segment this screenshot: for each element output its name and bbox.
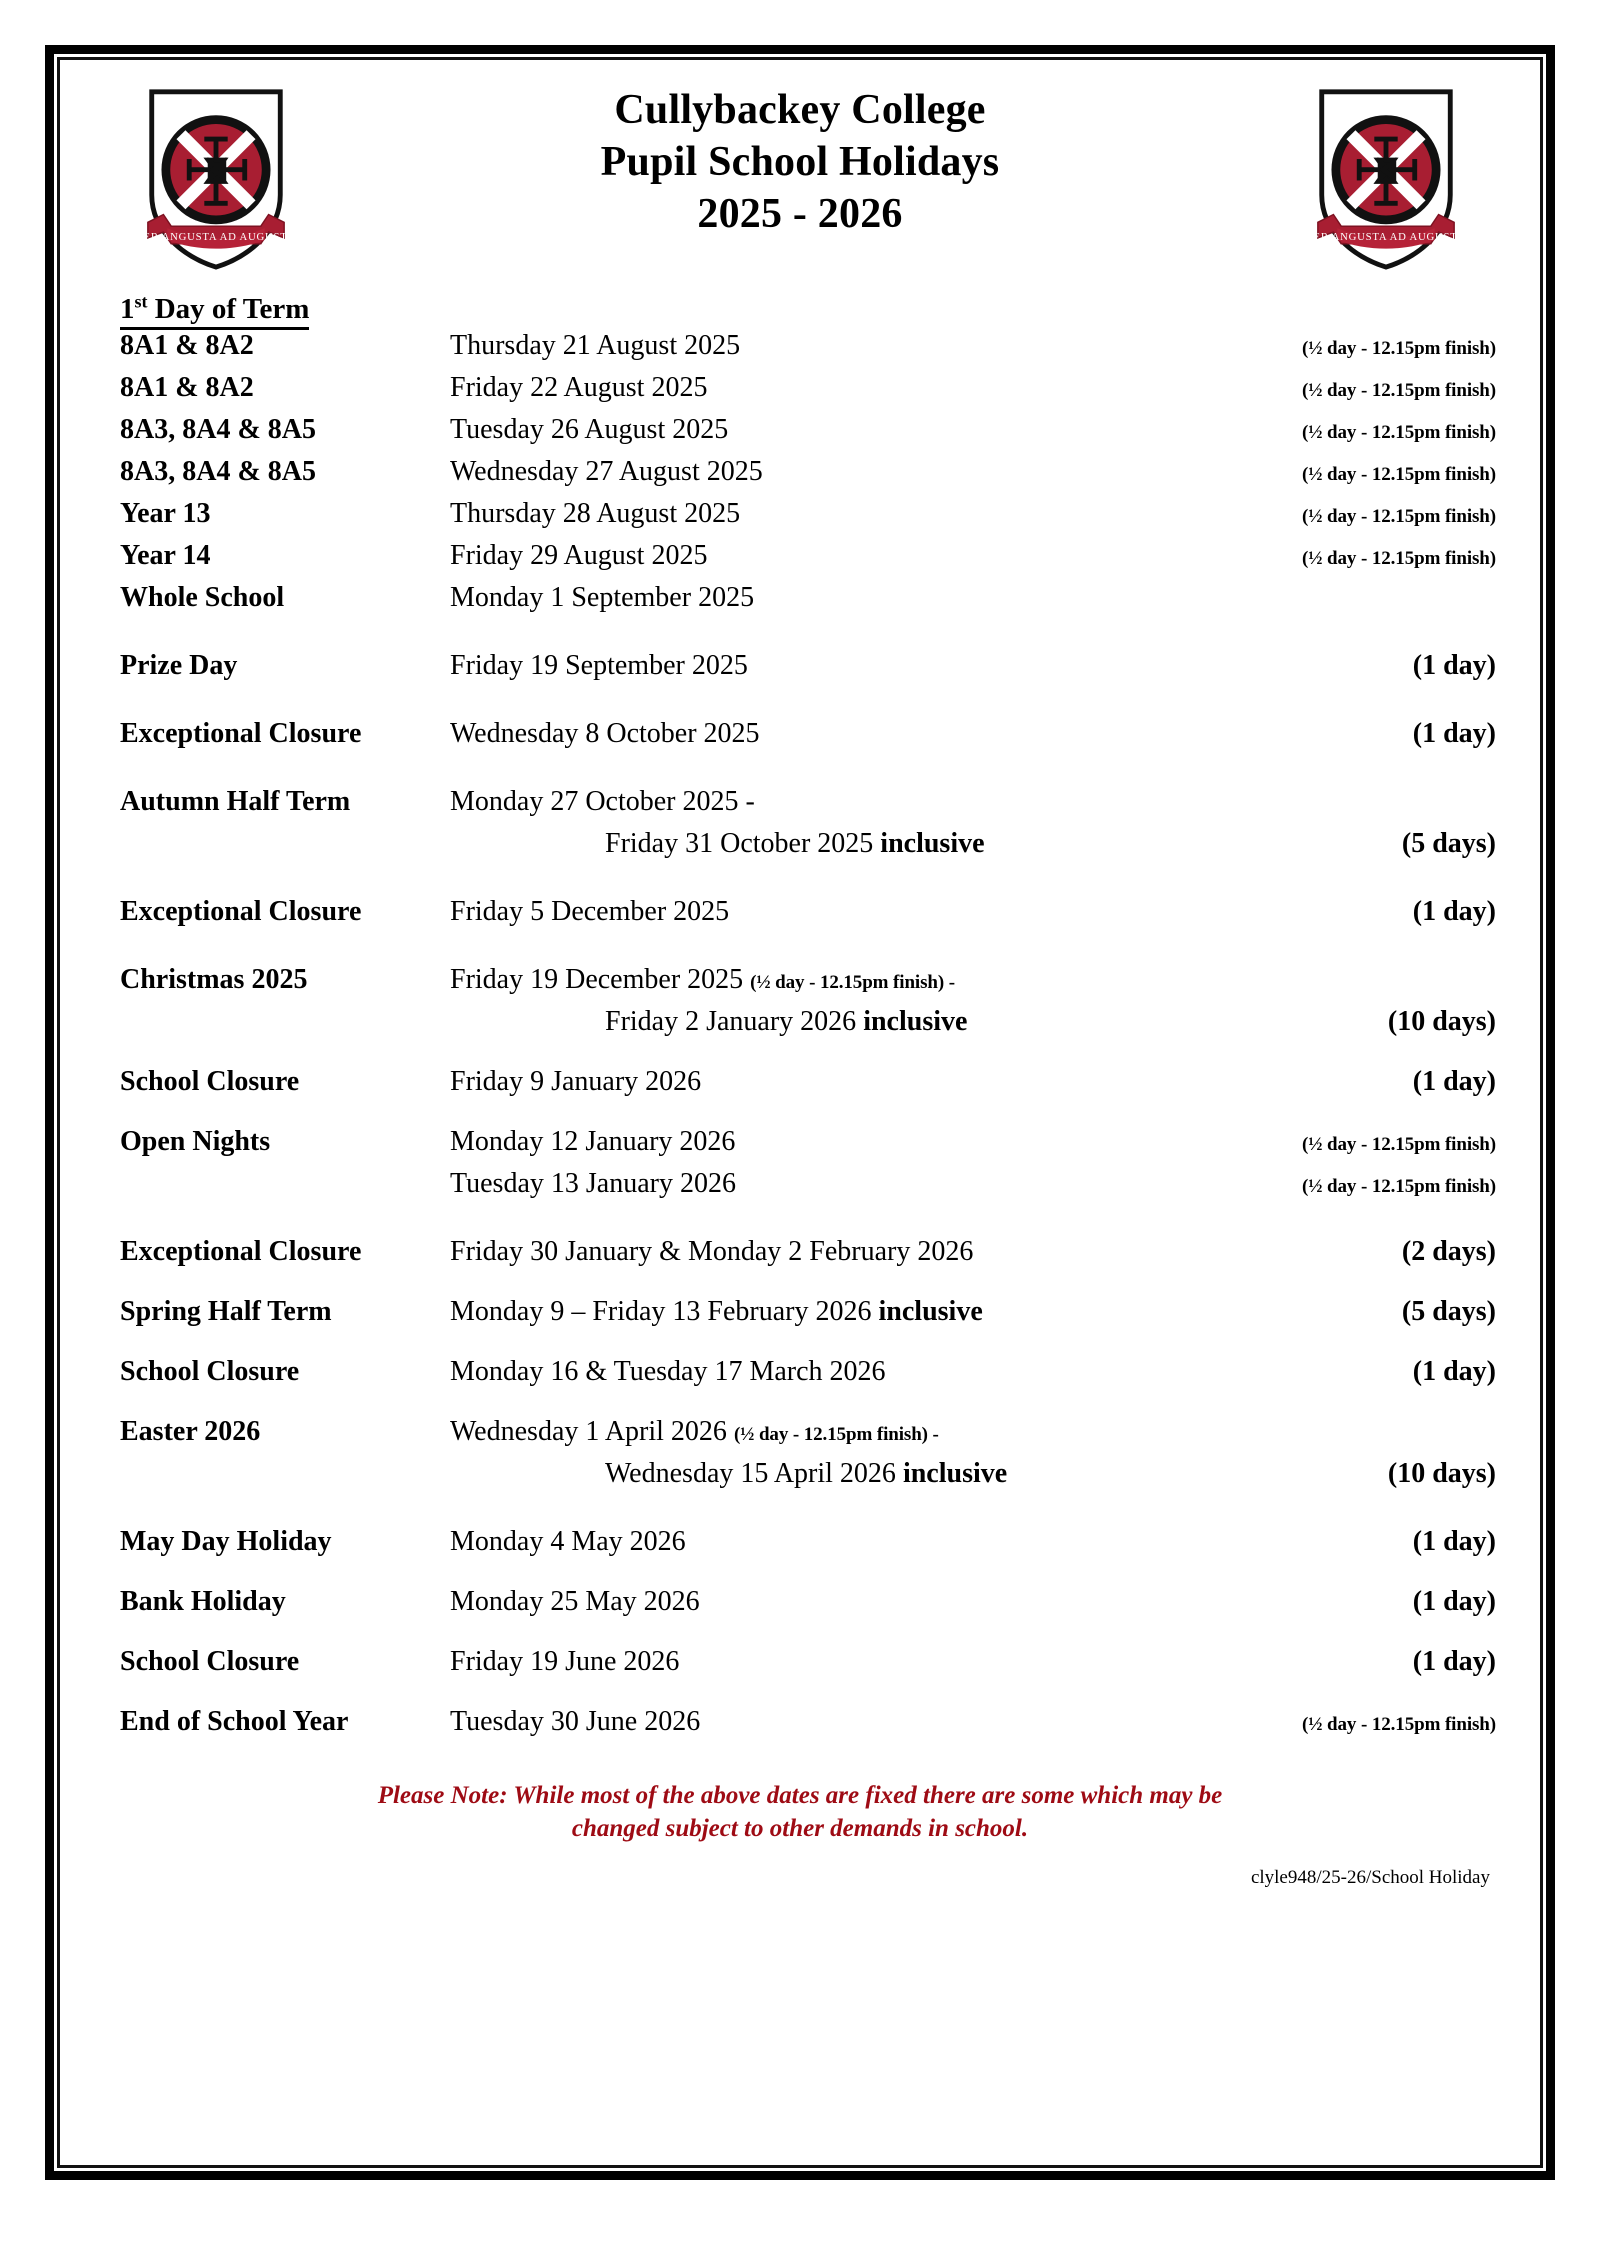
holiday-label: 8A1 & 8A2 bbox=[120, 372, 254, 404]
holiday-row bbox=[120, 966, 1496, 1008]
holiday-row bbox=[120, 1008, 1496, 1050]
please-note-line-1: Please Note: While most of the above dates are fixed there are some which may be bbox=[377, 1782, 1223, 1810]
holiday-row bbox=[120, 788, 1496, 830]
duration-note: (2 days) bbox=[1401, 1236, 1496, 1268]
holiday-row bbox=[120, 584, 1496, 626]
holiday-date: Monday 4 May 2026 bbox=[450, 1526, 686, 1558]
half-day-note: (½ day - 12.15pm finish) bbox=[1302, 422, 1496, 444]
half-day-note: (½ day - 12.15pm finish) bbox=[1302, 1714, 1496, 1736]
holiday-label: Spring Half Term bbox=[120, 1296, 332, 1328]
holiday-row bbox=[120, 898, 1496, 940]
row-spacer bbox=[120, 1110, 1496, 1128]
holiday-row bbox=[120, 1170, 1496, 1212]
row-spacer bbox=[120, 1570, 1496, 1588]
holiday-row bbox=[120, 1298, 1496, 1340]
holiday-rows bbox=[120, 332, 1496, 1750]
holiday-list bbox=[86, 293, 1514, 1750]
holiday-date: Monday 25 May 2026 bbox=[450, 1586, 700, 1618]
inclusive-word: inclusive bbox=[878, 1296, 983, 1328]
holiday-date: Friday 5 December 2025 bbox=[450, 896, 730, 928]
row-spacer bbox=[120, 1502, 1496, 1528]
holiday-date: Wednesday 27 August 2025 bbox=[450, 456, 763, 488]
row-spacer bbox=[120, 940, 1496, 966]
holiday-date: Friday 19 September 2025 bbox=[450, 650, 748, 682]
heading-ordinal-suffix: st bbox=[134, 291, 148, 312]
holiday-date: Wednesday 15 April 2026 inclusive bbox=[605, 1458, 1008, 1490]
holiday-date: Friday 31 October 2025 inclusive bbox=[605, 828, 985, 860]
holiday-row bbox=[120, 1528, 1496, 1570]
duration-note: (1 day) bbox=[1412, 1356, 1496, 1388]
holiday-date: Wednesday 1 April 2026 (½ day - 12.15pm finish) - bbox=[450, 1416, 939, 1448]
holiday-date: Friday 19 June 2026 bbox=[450, 1646, 680, 1678]
holiday-date: Friday 30 January & Monday 2 February 2026 bbox=[450, 1236, 974, 1268]
holiday-date: Thursday 21 August 2025 bbox=[450, 330, 741, 362]
holiday-row bbox=[120, 1460, 1496, 1502]
half-day-note: (½ day - 12.15pm finish) bbox=[1302, 1134, 1496, 1156]
row-spacer bbox=[120, 1212, 1496, 1238]
holiday-date: Wednesday 8 October 2025 bbox=[450, 718, 760, 750]
row-spacer bbox=[120, 626, 1496, 652]
duration-note: (1 day) bbox=[1412, 650, 1496, 682]
half-day-note: (½ day - 12.15pm finish) bbox=[1302, 506, 1496, 528]
row-spacer bbox=[120, 1630, 1496, 1648]
holiday-label: End of School Year bbox=[120, 1706, 349, 1738]
holiday-label: Exceptional Closure bbox=[120, 896, 362, 928]
holiday-date: Friday 9 January 2026 bbox=[450, 1066, 702, 1098]
duration-note: (10 days) bbox=[1387, 1458, 1496, 1490]
holiday-label: School Closure bbox=[120, 1066, 300, 1098]
holiday-label: Exceptional Closure bbox=[120, 1236, 362, 1268]
holiday-date: Monday 12 January 2026 bbox=[450, 1126, 736, 1158]
document-header bbox=[86, 78, 1514, 293]
page-border-gap bbox=[54, 54, 1546, 2171]
half-day-note: (½ day - 12.15pm finish) bbox=[1302, 1176, 1496, 1198]
half-day-note: (½ day - 12.15pm finish) bbox=[1302, 380, 1496, 402]
duration-note: (10 days) bbox=[1387, 1006, 1496, 1038]
holiday-date: Friday 19 December 2025 (½ day - 12.15pm finish) - bbox=[450, 964, 955, 996]
holiday-row bbox=[120, 1588, 1496, 1630]
holiday-date: Thursday 28 August 2025 bbox=[450, 498, 741, 530]
holiday-row bbox=[120, 1648, 1496, 1690]
holiday-row bbox=[120, 652, 1496, 694]
row-spacer bbox=[120, 762, 1496, 788]
first-day-of-term-heading bbox=[120, 293, 309, 330]
crest-motto-right: PER ANGUSTA AD AUGUSTA bbox=[1306, 230, 1466, 243]
title-line-1: Cullybackey College bbox=[614, 87, 986, 133]
heading-prefix: 1 bbox=[120, 293, 135, 325]
holiday-date: Tuesday 30 June 2026 bbox=[450, 1706, 701, 1738]
document-title-block bbox=[86, 84, 1514, 240]
half-day-note: (½ day - 12.15pm finish) bbox=[1302, 464, 1496, 486]
half-day-note-inline: (½ day - 12.15pm finish) - bbox=[750, 972, 955, 994]
title-line-2: Pupil School Holidays bbox=[600, 139, 1000, 186]
holiday-label: Exceptional Closure bbox=[120, 718, 362, 750]
holiday-label: Year 14 bbox=[120, 540, 211, 572]
duration-note: (5 days) bbox=[1401, 828, 1496, 860]
half-day-note-inline: (½ day - 12.15pm finish) - bbox=[733, 1424, 939, 1446]
duration-note: (1 day) bbox=[1412, 896, 1496, 928]
holiday-row bbox=[120, 1068, 1496, 1110]
document-reference: clyle948/25-26/School Holiday bbox=[1250, 1867, 1490, 1889]
holiday-date: Friday 22 August 2025 bbox=[450, 372, 708, 404]
please-note-line-2: changed subject to other demands in school. bbox=[571, 1814, 1029, 1842]
school-crest-right-icon bbox=[1306, 86, 1466, 271]
page-border-outer bbox=[45, 45, 1555, 2180]
duration-note: (1 day) bbox=[1412, 1586, 1496, 1618]
heading-rest: Day of Term bbox=[147, 293, 310, 325]
inclusive-word: inclusive bbox=[863, 1006, 968, 1038]
holiday-date: Friday 29 August 2025 bbox=[450, 540, 708, 572]
holiday-date: Friday 2 January 2026 inclusive bbox=[605, 1006, 968, 1038]
holiday-label: School Closure bbox=[120, 1646, 300, 1678]
holiday-date: Tuesday 13 January 2026 bbox=[450, 1168, 736, 1200]
title-line-3: 2025 - 2026 bbox=[697, 191, 903, 238]
duration-note: (1 day) bbox=[1412, 718, 1496, 750]
crest-motto-left: PER ANGUSTA AD AUGUSTA bbox=[136, 230, 296, 243]
holiday-date: Monday 27 October 2025 - bbox=[450, 786, 755, 818]
inclusive-word: inclusive bbox=[902, 1458, 1008, 1490]
holiday-label: Whole School bbox=[120, 582, 285, 614]
holiday-row bbox=[120, 1238, 1496, 1280]
holiday-label: 8A1 & 8A2 bbox=[120, 330, 254, 362]
duration-note: (1 day) bbox=[1412, 1646, 1496, 1678]
page-border-inner bbox=[57, 57, 1543, 2168]
half-day-note: (½ day - 12.15pm finish) bbox=[1302, 548, 1496, 570]
holiday-row bbox=[120, 1708, 1496, 1750]
holiday-label: 8A3, 8A4 & 8A5 bbox=[120, 456, 316, 488]
holiday-row bbox=[120, 830, 1496, 872]
holiday-label: May Day Holiday bbox=[120, 1526, 332, 1558]
holiday-row bbox=[120, 1128, 1496, 1170]
holiday-label: Year 13 bbox=[120, 498, 211, 530]
holiday-row bbox=[120, 1418, 1496, 1460]
holiday-date: Monday 16 & Tuesday 17 March 2026 bbox=[450, 1356, 886, 1388]
holiday-row bbox=[120, 720, 1496, 762]
holiday-row bbox=[120, 458, 1496, 500]
holiday-date: Monday 1 September 2025 bbox=[450, 582, 755, 614]
row-spacer bbox=[120, 694, 1496, 720]
holiday-row bbox=[120, 542, 1496, 584]
holiday-row bbox=[120, 332, 1496, 374]
duration-note: (1 day) bbox=[1412, 1526, 1496, 1558]
holiday-row bbox=[120, 416, 1496, 458]
page-body bbox=[60, 60, 1540, 2165]
holiday-label: Bank Holiday bbox=[120, 1586, 286, 1618]
half-day-note: (½ day - 12.15pm finish) bbox=[1302, 338, 1496, 360]
duration-note: (5 days) bbox=[1401, 1296, 1496, 1328]
holiday-row bbox=[120, 1358, 1496, 1400]
holiday-label: School Closure bbox=[120, 1356, 300, 1388]
holiday-label: Christmas 2025 bbox=[120, 964, 308, 996]
holiday-label: 8A3, 8A4 & 8A5 bbox=[120, 414, 316, 446]
row-spacer bbox=[120, 1050, 1496, 1068]
row-spacer bbox=[120, 872, 1496, 898]
holiday-date: Monday 9 – Friday 13 February 2026 inclusive bbox=[450, 1296, 983, 1328]
inclusive-word: inclusive bbox=[880, 828, 985, 860]
holiday-label: Easter 2026 bbox=[120, 1416, 261, 1448]
holiday-label: Prize Day bbox=[120, 650, 238, 682]
please-note-text bbox=[86, 1780, 1514, 1845]
holiday-row bbox=[120, 500, 1496, 542]
holiday-date: Tuesday 26 August 2025 bbox=[450, 414, 729, 446]
duration-note: (1 day) bbox=[1412, 1066, 1496, 1098]
holiday-label: Autumn Half Term bbox=[120, 786, 351, 818]
holiday-label: Open Nights bbox=[120, 1126, 271, 1158]
row-spacer bbox=[120, 1400, 1496, 1418]
holiday-row bbox=[120, 374, 1496, 416]
